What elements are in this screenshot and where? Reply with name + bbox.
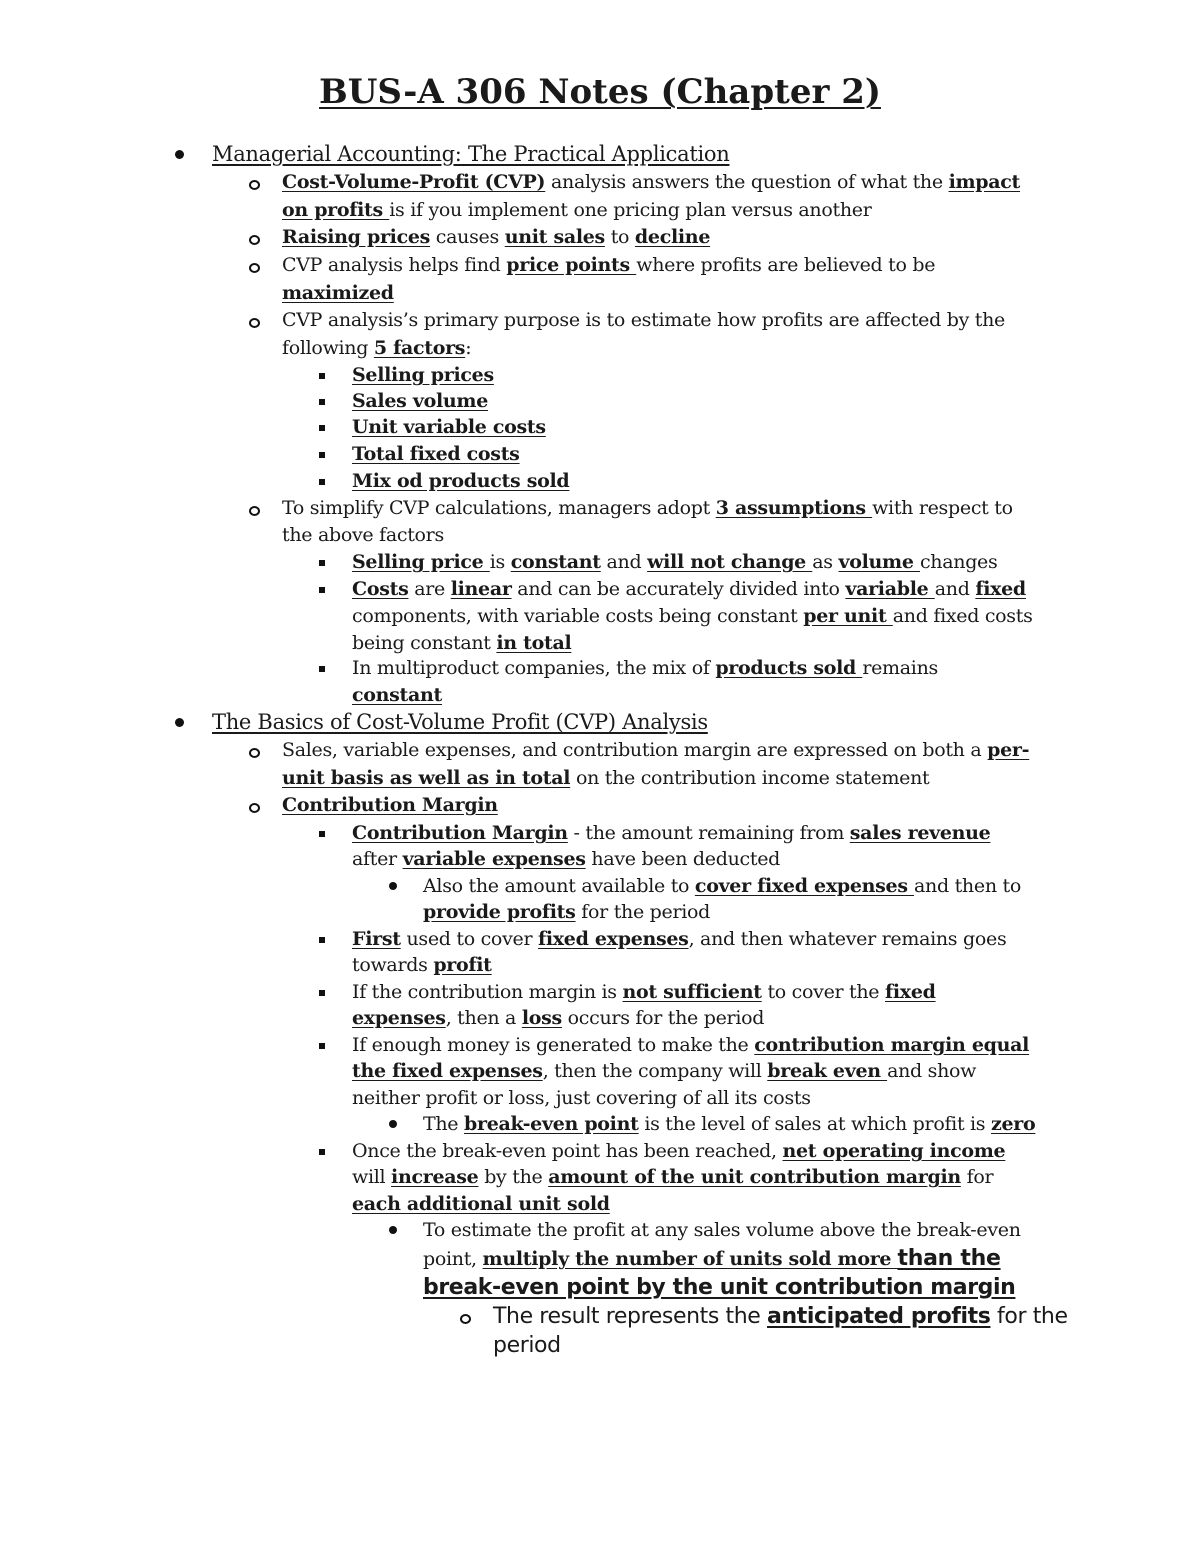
list-item: CVP analysis’s primary purpose is to estimate how profits are affected by the	[282, 309, 1005, 331]
bullet-circle-icon	[249, 180, 260, 190]
bullet-circle-icon	[249, 748, 260, 758]
list-item: To simplify CVP calculations, managers adopt 3 assumptions with respect to	[282, 497, 1013, 519]
assumption-item: Costs are linear and can be accurately divided into variable and fixed	[352, 578, 1026, 600]
assumption-item: In multiproduct companies, the mix of products sold remains	[352, 657, 938, 679]
assumption-item: Selling price is constant and will not change as volume changes	[352, 551, 998, 573]
cm-item: Contribution Margin - the amount remaining from sales revenue	[352, 822, 991, 844]
assumption-continuation: being constant in total	[352, 632, 572, 654]
bullet-circle-icon	[249, 506, 260, 516]
bullet-square-icon	[319, 452, 325, 458]
cm-subitem-continuation: provide profits for the period	[423, 901, 711, 923]
cm-item: First used to cover fixed expenses, and then whatever remains goes	[352, 928, 1007, 950]
bullet-square-icon	[319, 373, 325, 379]
assumption-continuation: components, with variable costs being constant per unit and fixed costs	[352, 605, 1033, 627]
bullet-square-icon	[319, 560, 325, 566]
bullet-dot-icon	[389, 1120, 397, 1128]
factor-item: Total fixed costs	[352, 443, 520, 465]
cm-subitem: The break-even point is the level of sales at which profit is zero	[423, 1113, 1036, 1135]
result-item-continuation: period	[493, 1333, 561, 1358]
list-item: Raising prices causes unit sales to decline	[282, 226, 711, 248]
bullet-square-icon	[319, 1043, 325, 1049]
cm-item: If enough money is generated to make the contribution margin equal	[352, 1034, 1030, 1056]
factor-item: Sales volume	[352, 390, 488, 412]
bullet-dot-icon	[389, 882, 397, 890]
bullet-circle-icon	[249, 263, 260, 273]
cm-item: If the contribution margin is not sufficient to cover the fixed	[352, 981, 936, 1003]
cm-subitem: To estimate the profit at any sales volume above the break-even	[423, 1219, 1021, 1241]
bullet-circle-icon	[249, 318, 260, 328]
list-item-continuation: unit basis as well as in total on the contribution income statement	[282, 767, 930, 789]
bullet-square-icon	[319, 666, 325, 672]
cm-item-continuation: each additional unit sold	[352, 1193, 610, 1215]
bullet-square-icon	[319, 990, 325, 996]
bullet-square-icon	[319, 937, 325, 943]
cm-item-continuation: expenses, then a loss occurs for the period	[352, 1007, 765, 1029]
list-item-continuation: the above factors	[282, 524, 444, 546]
list-item: Cost-Volume-Profit (CVP) analysis answers the question of what the impact	[282, 171, 1021, 193]
list-item: Sales, variable expenses, and contribution margin are expressed on both a per-	[282, 739, 1030, 761]
section-heading: Managerial Accounting: The Practical Application	[212, 142, 730, 166]
bullet-dot-icon	[389, 1226, 397, 1234]
assumption-continuation: constant	[352, 684, 443, 706]
bullet-square-icon	[319, 1149, 325, 1155]
bullet-square-icon	[319, 425, 325, 431]
cm-item-continuation: will increase by the amount of the unit contribution margin for	[352, 1166, 994, 1188]
list-item: Contribution Margin	[282, 794, 498, 816]
factor-item: Selling prices	[352, 364, 494, 386]
cm-item-continuation: neither profit or loss, just covering of all its costs	[352, 1087, 811, 1109]
bullet-square-icon	[319, 831, 325, 837]
bullet-circle-icon	[460, 1314, 471, 1324]
bullet-square-icon	[319, 399, 325, 405]
cm-subitem: Also the amount available to cover fixed expenses and then to	[423, 875, 1021, 897]
cm-item-continuation: after variable expenses have been deducted	[352, 848, 780, 870]
list-item-continuation: maximized	[282, 282, 394, 304]
factor-item: Mix od products sold	[352, 470, 570, 492]
result-item: The result represents the anticipated profits for the	[493, 1304, 1068, 1329]
cm-subitem-continuation: point, multiply the number of units sold more than the	[423, 1246, 1001, 1271]
bullet-square-icon	[319, 479, 325, 485]
bullet-circle-icon	[249, 803, 260, 813]
list-item-continuation: on profits is if you implement one pricing plan versus another	[282, 199, 872, 221]
section-heading: The Basics of Cost-Volume Profit (CVP) Analysis	[212, 710, 708, 734]
cm-item: Once the break-even point has been reached, net operating income	[352, 1140, 1006, 1162]
factor-item: Unit variable costs	[352, 416, 546, 438]
cm-subitem-continuation: break-even point by the unit contribution margin	[423, 1275, 1016, 1300]
list-item-continuation: following 5 factors:	[282, 337, 472, 359]
bullet-square-icon	[319, 587, 325, 593]
bullet-dot-icon	[175, 718, 184, 727]
bullet-circle-icon	[249, 235, 260, 245]
cm-item-continuation: the fixed expenses, then the company will break even and show	[352, 1060, 977, 1082]
page-title: BUS-A 306 Notes (Chapter 2)	[319, 72, 881, 112]
bullet-dot-icon	[175, 150, 184, 159]
cm-item-continuation: towards profit	[352, 954, 492, 976]
list-item: CVP analysis helps find price points where profits are believed to be	[282, 254, 936, 276]
